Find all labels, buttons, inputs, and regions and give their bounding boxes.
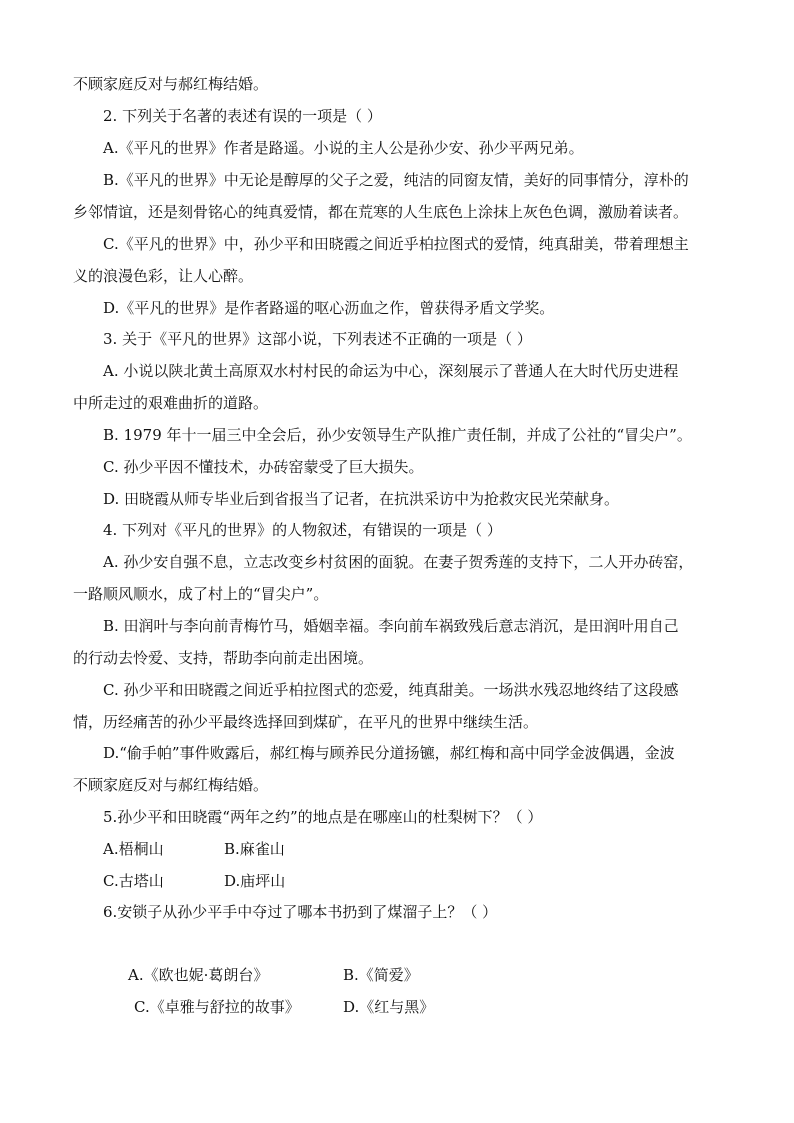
question-4-option-b: B. 田润叶与李向前青梅竹马，婚姻幸福。李向前车祸致残后意志消沉，是田润叶用自己 (103, 617, 679, 635)
text-line: 不顾家庭反对与郝红梅结婚。 (73, 75, 269, 93)
question-3-option-b: B. 1979 年十一届三中全会后，孙少安领导生产队推广责任制，并成了公社的“冒尖户”。 (103, 426, 692, 444)
question-3: 3. 关于《平凡的世界》这部小说，下列表述不正确的一项是（ ） (103, 330, 532, 348)
question-3-option-a: A. 小说以陕北黄土高原双水村村民的命运为中心，深刻展示了普通人在大时代历史进程 (103, 362, 679, 380)
question-5: 5.孙少平和田晓霞“两年之约”的地点是在哪座山的杜梨树下？（ ） (103, 808, 543, 826)
question-4-option-d-cont: 不顾家庭反对与郝红梅结婚。 (73, 776, 269, 794)
question-5-option-d: D.庙坪山 (224, 872, 286, 890)
question-4-option-a: A. 孙少安自强不息，立志改变乡村贫困的面貌。在妻子贺秀莲的支持下，二人开办砖窑， (103, 553, 694, 571)
question-4-option-c-cont: 情，历经痛苦的孙少平最终选择回到煤矿，在平凡的世界中继续生活。 (73, 713, 539, 731)
question-3-option-a-cont: 中所走过的艰难曲折的道路。 (73, 394, 269, 412)
question-6-option-c: C.《卓雅与舒拉的故事》 (134, 998, 300, 1016)
question-3-option-d: D. 田晓霞从师专毕业后到省报当了记者，在抗洪采访中为抢救灾民光荣献身。 (103, 490, 620, 508)
question-4-option-d: D.“偷手帕”事件败露后，郝红梅与顾养民分道扬镳，郝红梅和高中同学金波偶遇，金波 (103, 744, 675, 762)
question-6-option-b: B.《简爱》 (343, 966, 419, 984)
question-5-option-b: B.麻雀山 (224, 840, 285, 858)
question-4: 4. 下列对《平凡的世界》的人物叙述，有错误的一项是（ ） (103, 521, 502, 539)
question-4-option-c: C. 孙少平和田晓霞之间近乎柏拉图式的恋爱，纯真甜美。一场洪水残忍地终结了这段感 (103, 681, 679, 699)
question-5-option-a: A.梧桐山 (103, 840, 164, 858)
question-2-option-c-cont: 义的浪漫色彩，让人心醉。 (73, 267, 254, 285)
question-6-option-a: A.《欧也妮·葛朗台》 (128, 966, 269, 984)
question-2-option-d: D.《平凡的世界》是作者路遥的呕心沥血之作，曾获得矛盾文学奖。 (103, 299, 555, 317)
question-2-option-b: B.《平凡的世界》中无论是醇厚的父子之爱，纯洁的同窗友情，美好的同事情分，淳朴的 (103, 171, 689, 189)
question-2-option-a: A.《平凡的世界》作者是路遥。小说的主人公是孙少安、孙少平两兄弟。 (103, 139, 584, 157)
question-2: 2. 下列关于名著的表述有误的一项是（ ） (103, 107, 382, 125)
question-5-option-c: C.古塔山 (103, 872, 164, 890)
question-4-option-b-cont: 的行动去怜爱、支持，帮助李向前走出困境。 (73, 649, 374, 667)
question-2-option-c: C.《平凡的世界》中，孙少平和田晓霞之间近乎柏拉图式的爱情，纯真甜美，带着理想主 (103, 235, 689, 253)
question-3-option-c: C. 孙少平因不懂技术，办砖窑蒙受了巨大损失。 (103, 458, 424, 476)
question-6: 6.安锁子从孙少平手中夺过了哪本书扔到了煤溜子上？（ ） (103, 903, 498, 921)
question-6-option-d: D.《红与黑》 (343, 998, 435, 1016)
question-2-option-b-cont: 乡邻情谊，还是刻骨铭心的纯真爱情，都在荒寒的人生底色上涂抹上灰色色调，激励着读者。 (73, 203, 689, 221)
question-4-option-a-cont: 一路顺风顺水，成了村上的“冒尖户”。 (73, 585, 329, 603)
